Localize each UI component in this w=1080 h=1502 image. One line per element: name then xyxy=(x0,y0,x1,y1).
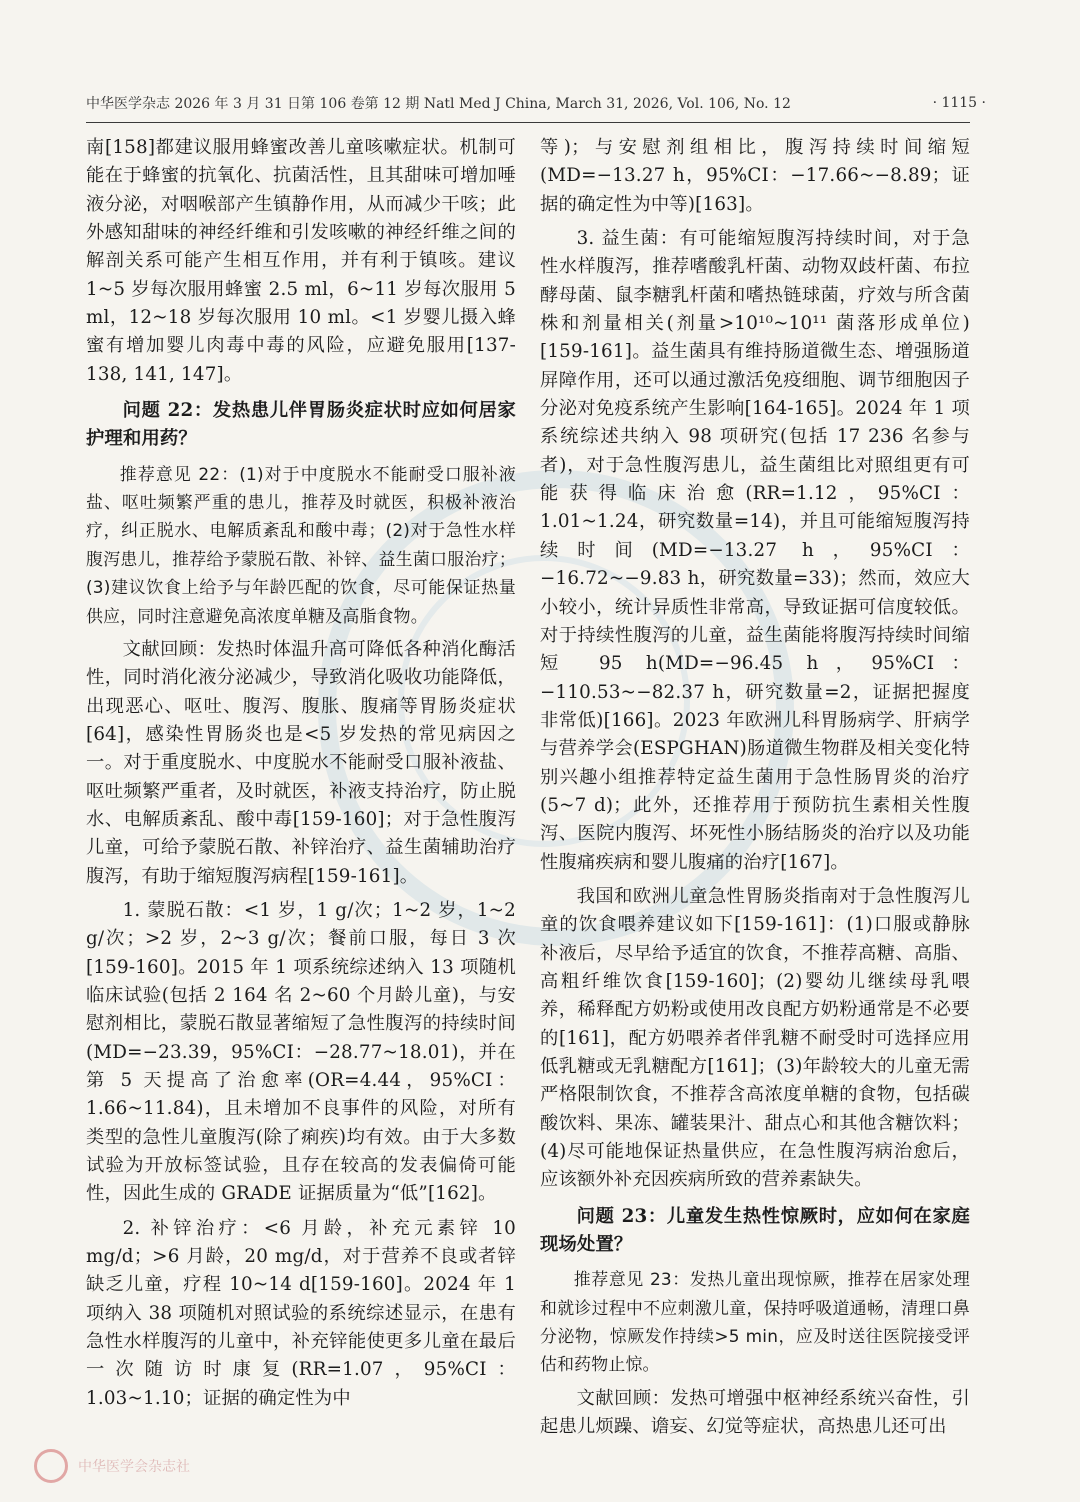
question-23-heading: 问题 23：儿童发生热性惊厥时，应如何在家庭现场处置？ xyxy=(540,1205,970,1256)
header-rule xyxy=(86,122,970,123)
question-22-heading: 问题 22：发热患儿伴胃肠炎症状时应如何居家护理和用药？ xyxy=(86,400,516,450)
publisher-name: 中华医学会杂志社 xyxy=(78,1459,190,1475)
right-column xyxy=(540,134,970,1447)
left-column xyxy=(86,134,516,1419)
paragraph-zinc-continued: 等)；与安慰剂组相比，腹泻持续时间缩短(MD=−13.27 h，95%CI：−17.66~−8.89；证据的确定性为中等)[163]。 xyxy=(540,137,970,215)
literature-review-22: 文献回顾：发热时体温升高可降低各种消化酶活性，同时消化液分泌减少，导致消化吸收功能降低，出现恶心、呕吐、腹泻、腹胀、腹痛等胃肠炎症状[64]，感染性胃肠炎也是<5 岁发热的常见病因之一。对于重度脱水、中度脱水不能耐受口服补液盐、呕吐频繁严重者，及时就医，补液支持治疗，防止脱水、电解质紊乱、酸中毒[159-160]；对于急性腹泻儿童，可给予蒙脱石散、补锌治疗、益生菌辅助治疗腹泻，有助于缩短腹泻病程[159-161]。 xyxy=(86,638,516,887)
paragraph-honey: 南[158]都建议服用蜂蜜改善儿童咳嗽症状。机制可能在于蜂蜜的抗氧化、抗菌活性，且其甜味可增加唾液分泌，对咽喉部产生镇静作用，从而减少干咳；此外感知甜味的神经纤维和引发咳嗽的神经纤维之间的解剖关系可能产生相互作用，并有利于镇咳。建议 1~5 岁每次服用蜂蜜 2.5 ml，6~11 岁每次服用 5 ml，12~18 岁每次服用 10 ml。<1 岁婴儿摄入蜂蜜有增加婴儿肉毒中毒的风险，应避免服用[137-138, 141, 147]。 xyxy=(86,137,516,385)
publisher-seal-icon xyxy=(34,1449,68,1483)
recommendation-23: 推荐意见 23：发热儿童出现惊厥，推荐在居家处理和就诊过程中不应刺激儿童，保持呼吸道通畅，清理口鼻分泌物，惊厥发作持续>5 min，应及时送往医院接受评估和药物止惊。 xyxy=(540,1269,970,1375)
page-number: · 1115 · xyxy=(932,95,986,111)
journal-citation: 中华医学杂志 2026 年 3 月 31 日第 106 卷第 12 期 Natl Med J China, March 31, 2026, Vol. 106, No. 12 xyxy=(86,96,791,112)
paragraph-probiotics: 3. 益生菌：有可能缩短腹泻持续时间，对于急性水样腹泻，推荐嗜酸乳杆菌、动物双歧杆菌、布拉酵母菌、鼠李糖乳杆菌和嗜热链球菌，疗效与所含菌株和剂量相关(剂量>10¹⁰~10¹¹ 菌落形成单位)[159-161]。益生菌具有维持肠道微生态、增强肠道屏障作用，还可以通过激活免疫细胞、调节细胞因子分泌对免疫系统产生影响[164-165]。2024 年 1 项系统综述共纳入 98 项研究(包括 17 236 名参与者)，对于急性腹泻患儿，益生菌组比对照组更有可能获得临床治愈(RR=1.12，95%CI：1.01~1.24，研究数量=14)，并且可能缩短腹泻持续时间(MD=−13.27 h，95%CI：−16.72~−9.83 h，研究数量=33)；然而，效应大小较小，统计异质性非常高，导致证据可信度较低。对于持续性腹泻的儿童，益生菌能将腹泻持续时间缩短 95 h(MD=−96.45 h，95%CI：−110.53~−82.37 h，研究数量=2，证据把握度非常低)[166]。2023 年欧洲儿科胃肠病学、肝病学与营养学会(ESPGHAN)肠道微生物群及相关变化特别兴趣小组推荐特定益生菌用于急性肠胃炎的治疗(5~7 d)；此外，还推荐用于预防抗生素相关性腹泻、医院内腹泻、坏死性小肠结肠炎的治疗以及功能性腹痛疾病和婴儿腹痛的治疗[167]。 xyxy=(540,228,970,873)
running-header xyxy=(86,92,986,114)
literature-review-23: 文献回顾：发热可增强中枢神经系统兴奋性，引起患儿烦躁、谵妄、幻觉等症状，高热患儿还可出 xyxy=(540,1387,970,1438)
publisher-logo xyxy=(34,1448,414,1484)
paragraph-zinc: 2. 补锌治疗：<6 月龄，补充元素锌 10 mg/d；>6 月龄，20 mg/d，对于营养不良或者锌缺乏儿童，疗程 10~14 d[159-160]。2024 年 1 项纳入 38 项随机对照试验的系统综述显示，在患有急性水样腹泻的儿童中，补充锌能使更多儿童在最后一次随访时康复(RR=1.07，95%CI：1.03~1.10；证据的确定性为中 xyxy=(86,1217,516,1409)
paragraph-diet: 我国和欧洲儿童急性胃肠炎指南对于急性腹泻儿童的饮食喂养建议如下[159-161]：(1)口服或静脉补液后，尽早给予适宜的饮食，不推荐高糖、高脂、高粗纤维饮食[159-160]；(2)婴幼儿继续母乳喂养，稀释配方奶粉或使用改良配方奶粉通常是不必要的[161]，配方奶喂养者伴乳糖不耐受时可选择应用低乳糖或无乳糖配方[161]；(3)年龄较大的儿童无需严格限制饮食，不推荐含高浓度单糖的食物，包括碳酸饮料、果冻、罐装果汁、甜点心和其他含糖饮料；(4)尽可能地保证热量供应，在急性腹泻病治愈后，应该额外补充因疾病所致的营养素缺失。 xyxy=(540,885,970,1191)
recommendation-22: 推荐意见 22：(1)对于中度脱水不能耐受口服补液盐、呕吐频繁严重的患儿，推荐及时就医，积极补液治疗，纠正脱水、电解质紊乱和酸中毒；(2)对于急性水样腹泻患儿，推荐给予蒙脱石散、补锌、益生菌口服治疗；(3)建议饮食上给予与年龄匹配的饮食，尽可能保证热量供应，同时注意避免高浓度单糖及高脂食物。 xyxy=(86,463,516,626)
paragraph-montmorillonite: 1. 蒙脱石散：<1 岁，1 g/次；1~2 岁，1~2 g/次；>2 岁，2~3 g/次；餐前口服，每日 3 次[159-160]。2015 年 1 项系统综述纳入 13 项随机临床试验(包括 2 164 名 2~60 个月龄儿童)，与安慰剂相比，蒙脱石散显著缩短了急性腹泻的持续时间(MD=−23.39，95%CI：−28.77~18.01)，并在第 5 天提高了治愈率(OR=4.44，95%CI：1.66~11.84)，且未增加不良事件的风险，对所有类型的急性儿童腹泻(除了痢疾)均有效。由于大多数试验为开放标签试验，且存在较高的发表偏倚可能性，因此生成的 GRADE 证据质量为“低”[162]。 xyxy=(86,899,516,1205)
